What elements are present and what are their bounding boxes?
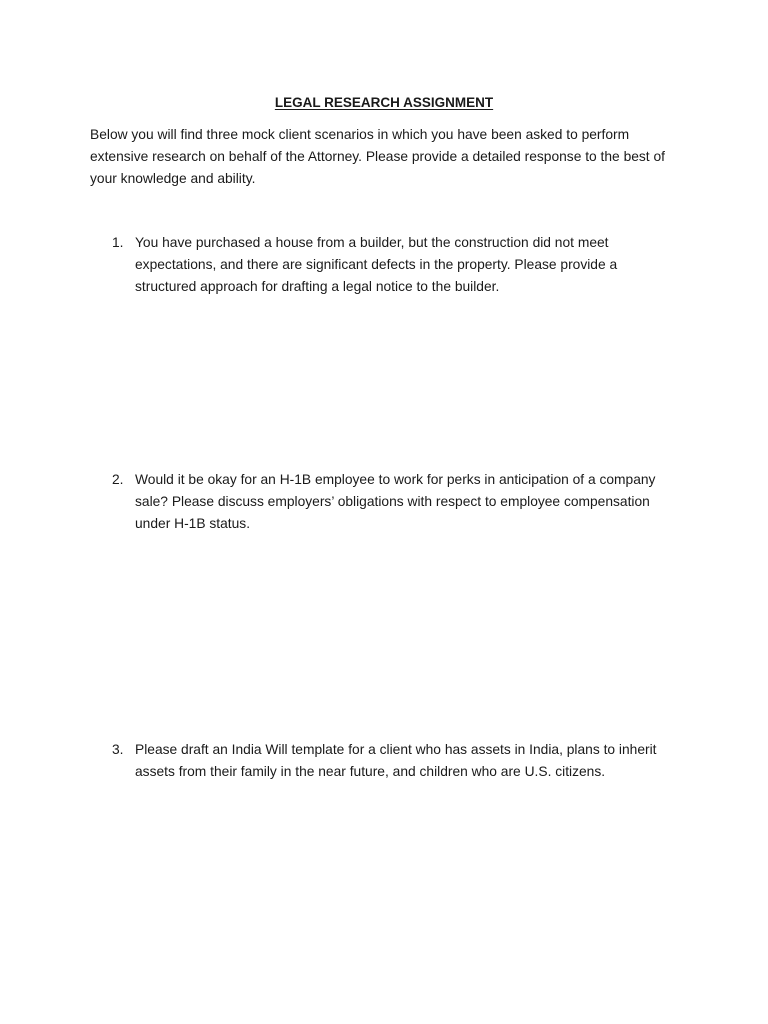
question-text: You have purchased a house from a builder, but the construction did not meet expectations, and there are significant defects in the property. Please provide a structured approach for drafting a legal notice to the builder.: [135, 235, 618, 294]
question-item-1: [112, 232, 682, 298]
document-title: LEGAL RESEARCH ASSIGNMENT: [274, 95, 494, 110]
question-number: 2.: [112, 472, 124, 487]
question-text: Would it be okay for an H-1B employee to work for perks in anticipation of a company sale? Please discuss employers’ obligations with respect to employee compensation under H-1B status.: [135, 472, 656, 531]
question-text: Please draft an India Will template for a client who has assets in India, plans to inherit assets from their family in the near future, and children who are U.S. citizens.: [135, 742, 657, 779]
question-item-2: [112, 469, 682, 535]
question-item-3: [112, 739, 682, 783]
question-number: 3.: [112, 742, 124, 757]
intro-paragraph: Below you will find three mock client scenarios in which you have been asked to perform extensive research on behalf of the Attorney. Please provide a detailed response to the best of your knowledge and ability.: [90, 127, 665, 186]
question-number: 1.: [112, 235, 124, 250]
